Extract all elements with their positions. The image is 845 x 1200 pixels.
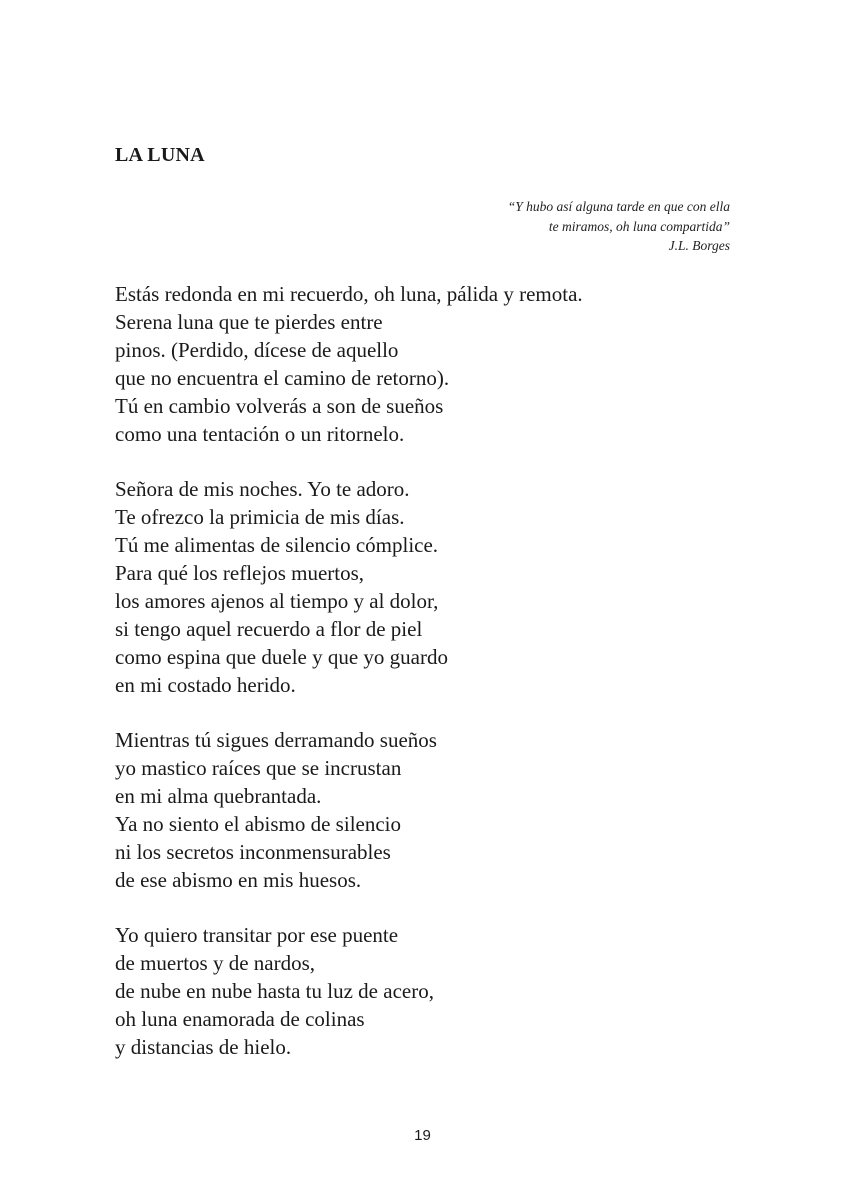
page-number: 19 [414,1127,431,1144]
poem-line: de nube en nube hasta tu luz de acero, [115,979,434,1003]
stanza-4 [115,921,755,1061]
poem-line: oh luna enamorada de colinas [115,1007,365,1031]
poem-body [115,280,755,1088]
poem-line: Mientras tú sigues derramando sueños [115,728,437,752]
poem-line: yo mastico raíces que se incrustan [115,756,402,780]
poem-line: Te ofrezco la primicia de mis días. [115,505,405,529]
poem-line: Serena luna que te pierdes entre [115,310,383,334]
poem-line: Tú en cambio volverás a son de sueños [115,394,444,418]
poem-line: y distancias de hielo. [115,1035,292,1059]
stanza-1 [115,280,755,448]
poem-line: ni los secretos inconmensurables [115,840,391,864]
poem-line: pinos. (Perdido, dícese de aquello [115,338,399,362]
poem-line: que no encuentra el camino de retorno). [115,366,450,390]
poem-line: Ya no siento el abismo de silencio [115,812,402,836]
stanza-2 [115,475,755,699]
poem-line: si tengo aquel recuerdo a flor de piel [115,617,423,641]
epigraph-line: te miramos, oh luna compartida” [548,218,730,234]
epigraph-author: J.L. Borges [668,238,730,253]
stanza-3 [115,726,755,894]
poem-line: como una tentación o un ritornelo. [115,422,405,446]
poem-line: en mi costado herido. [115,673,296,697]
poem-line: de ese abismo en mis huesos. [115,868,362,892]
epigraph-line: “Y hubo así alguna tarde en que con ella [507,199,730,214]
poem-line: los amores ajenos al tiempo y al dolor, [115,589,439,613]
poem-line: Yo quiero transitar por ese puente [115,923,399,947]
poem-line: Tú me alimentas de silencio cómplice. [115,533,439,557]
poem-line: de muertos y de nardos, [115,951,316,975]
poem-line: en mi alma quebrantada. [115,784,322,808]
epigraph [508,197,730,256]
poem-line: Para qué los reflejos muertos, [115,561,365,585]
poem-line: Señora de mis noches. Yo te adoro. [115,477,410,501]
poem-title: LA LUNA [115,144,205,166]
poem-line: Estás redonda en mi recuerdo, oh luna, pálida y remota. [115,282,583,306]
poem-line: como espina que duele y que yo guardo [115,645,448,669]
